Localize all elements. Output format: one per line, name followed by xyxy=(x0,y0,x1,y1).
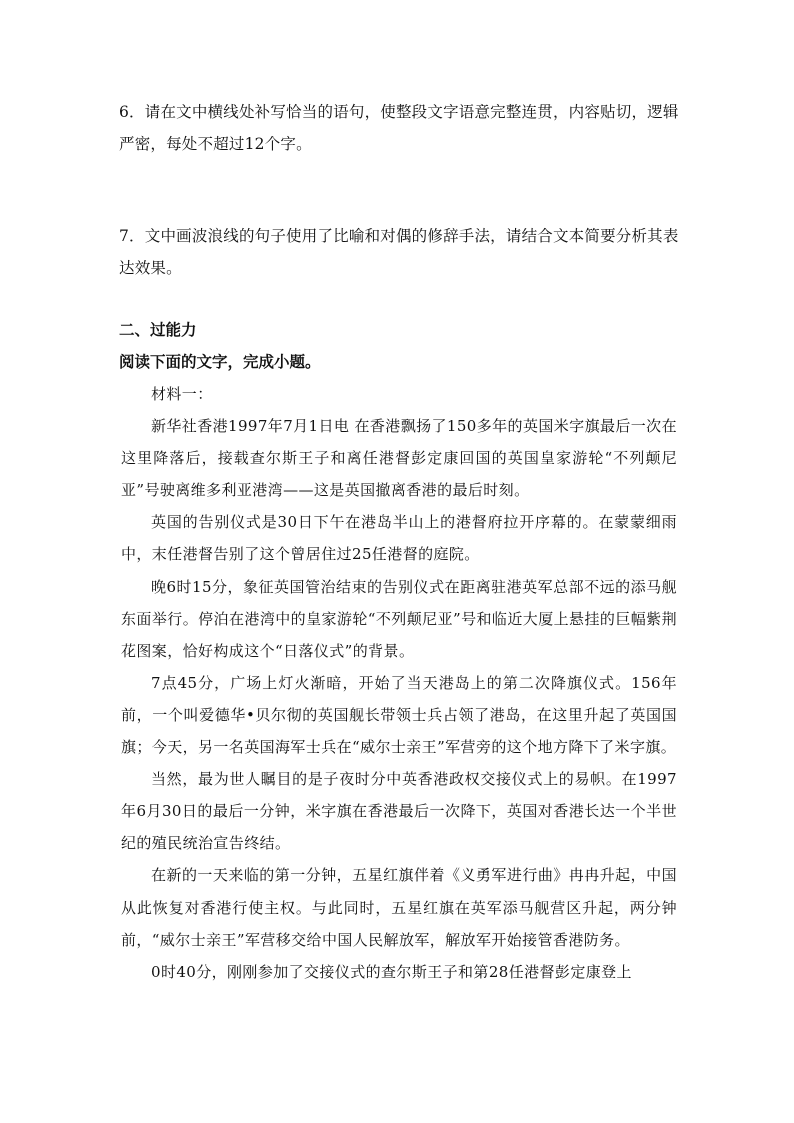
material-paragraph: 当然，最为世人瞩目的是子夜时分中英香港政权交接仪式上的易帜。在1997年6月30日的最后一分钟，米字旗在香港最后一次降下，英国对香港长达一个半世纪的殖民统治宣告终结。 xyxy=(121,770,677,853)
section-title: 二、过能力 xyxy=(119,320,197,339)
material-paragraph: 在新的一天来临的第一分钟，五星红旗伴着《义勇军进行曲》冉冉升起，中国从此恢复对香港行使主权。与此同时，五星红旗在英军添马舰营区升起，两分钟前，“威尔士亲王”军营移交给中国人民解放军，解放军开始接管香港防务。 xyxy=(121,866,677,949)
material-paragraph: 7点45分，广场上灯火渐暗，开始了当天港岛上的第二次降旗仪式。156年前，一个叫爱德华•贝尔彻的英国舰长带领士兵占领了港岛，在这里升起了英国国旗；今天，另一名英国海军士兵在“威尔士亲王”军营旁的这个地方降下了米字旗。 xyxy=(121,673,677,757)
material-paragraph: 英国的告别仪式是30日下午在港岛半山上的港督府拉开序幕的。在蒙蒙细雨中，末任港督告别了这个曾居住过25任港督的庭院。 xyxy=(121,513,677,564)
material-text xyxy=(121,378,677,988)
material-paragraph: 新华社香港1997年7月1日电 在香港飘扬了150多年的英国米字旗最后一次在这里降落后，接载查尔斯王子和离任港督彭定康回国的英国皇家游轮“不列颠尼亚”号驶离维多利亚港湾——这是英国撤离香港的最后时刻。 xyxy=(121,417,677,500)
question-6: 6．请在文中横线处补写恰当的语句，使整段文字语意完整连贯，内容贴切，逻辑严密，每处不超过12个字。 xyxy=(119,103,679,153)
section-instruction: 阅读下面的文字，完成小题。 xyxy=(119,352,321,371)
material-paragraph: 0时40分，刚刚参加了交接仪式的查尔斯王子和第28任港督彭定康登上 xyxy=(151,962,632,981)
material-label: 材料一： xyxy=(151,385,213,403)
material-paragraph: 晚6时15分，象征英国管治结束的告别仪式在距离驻港英军总部不远的添马舰东面举行。停泊在港湾中的皇家游轮“不列颠尼亚”号和临近大厦上悬挂的巨幅紫荆花图案，恰好构成这个“日落仪式”的背景。 xyxy=(121,577,677,660)
question-7: 7．文中画波浪线的句子使用了比喻和对偶的修辞手法，请结合文本简要分析其表达效果。 xyxy=(119,227,679,277)
